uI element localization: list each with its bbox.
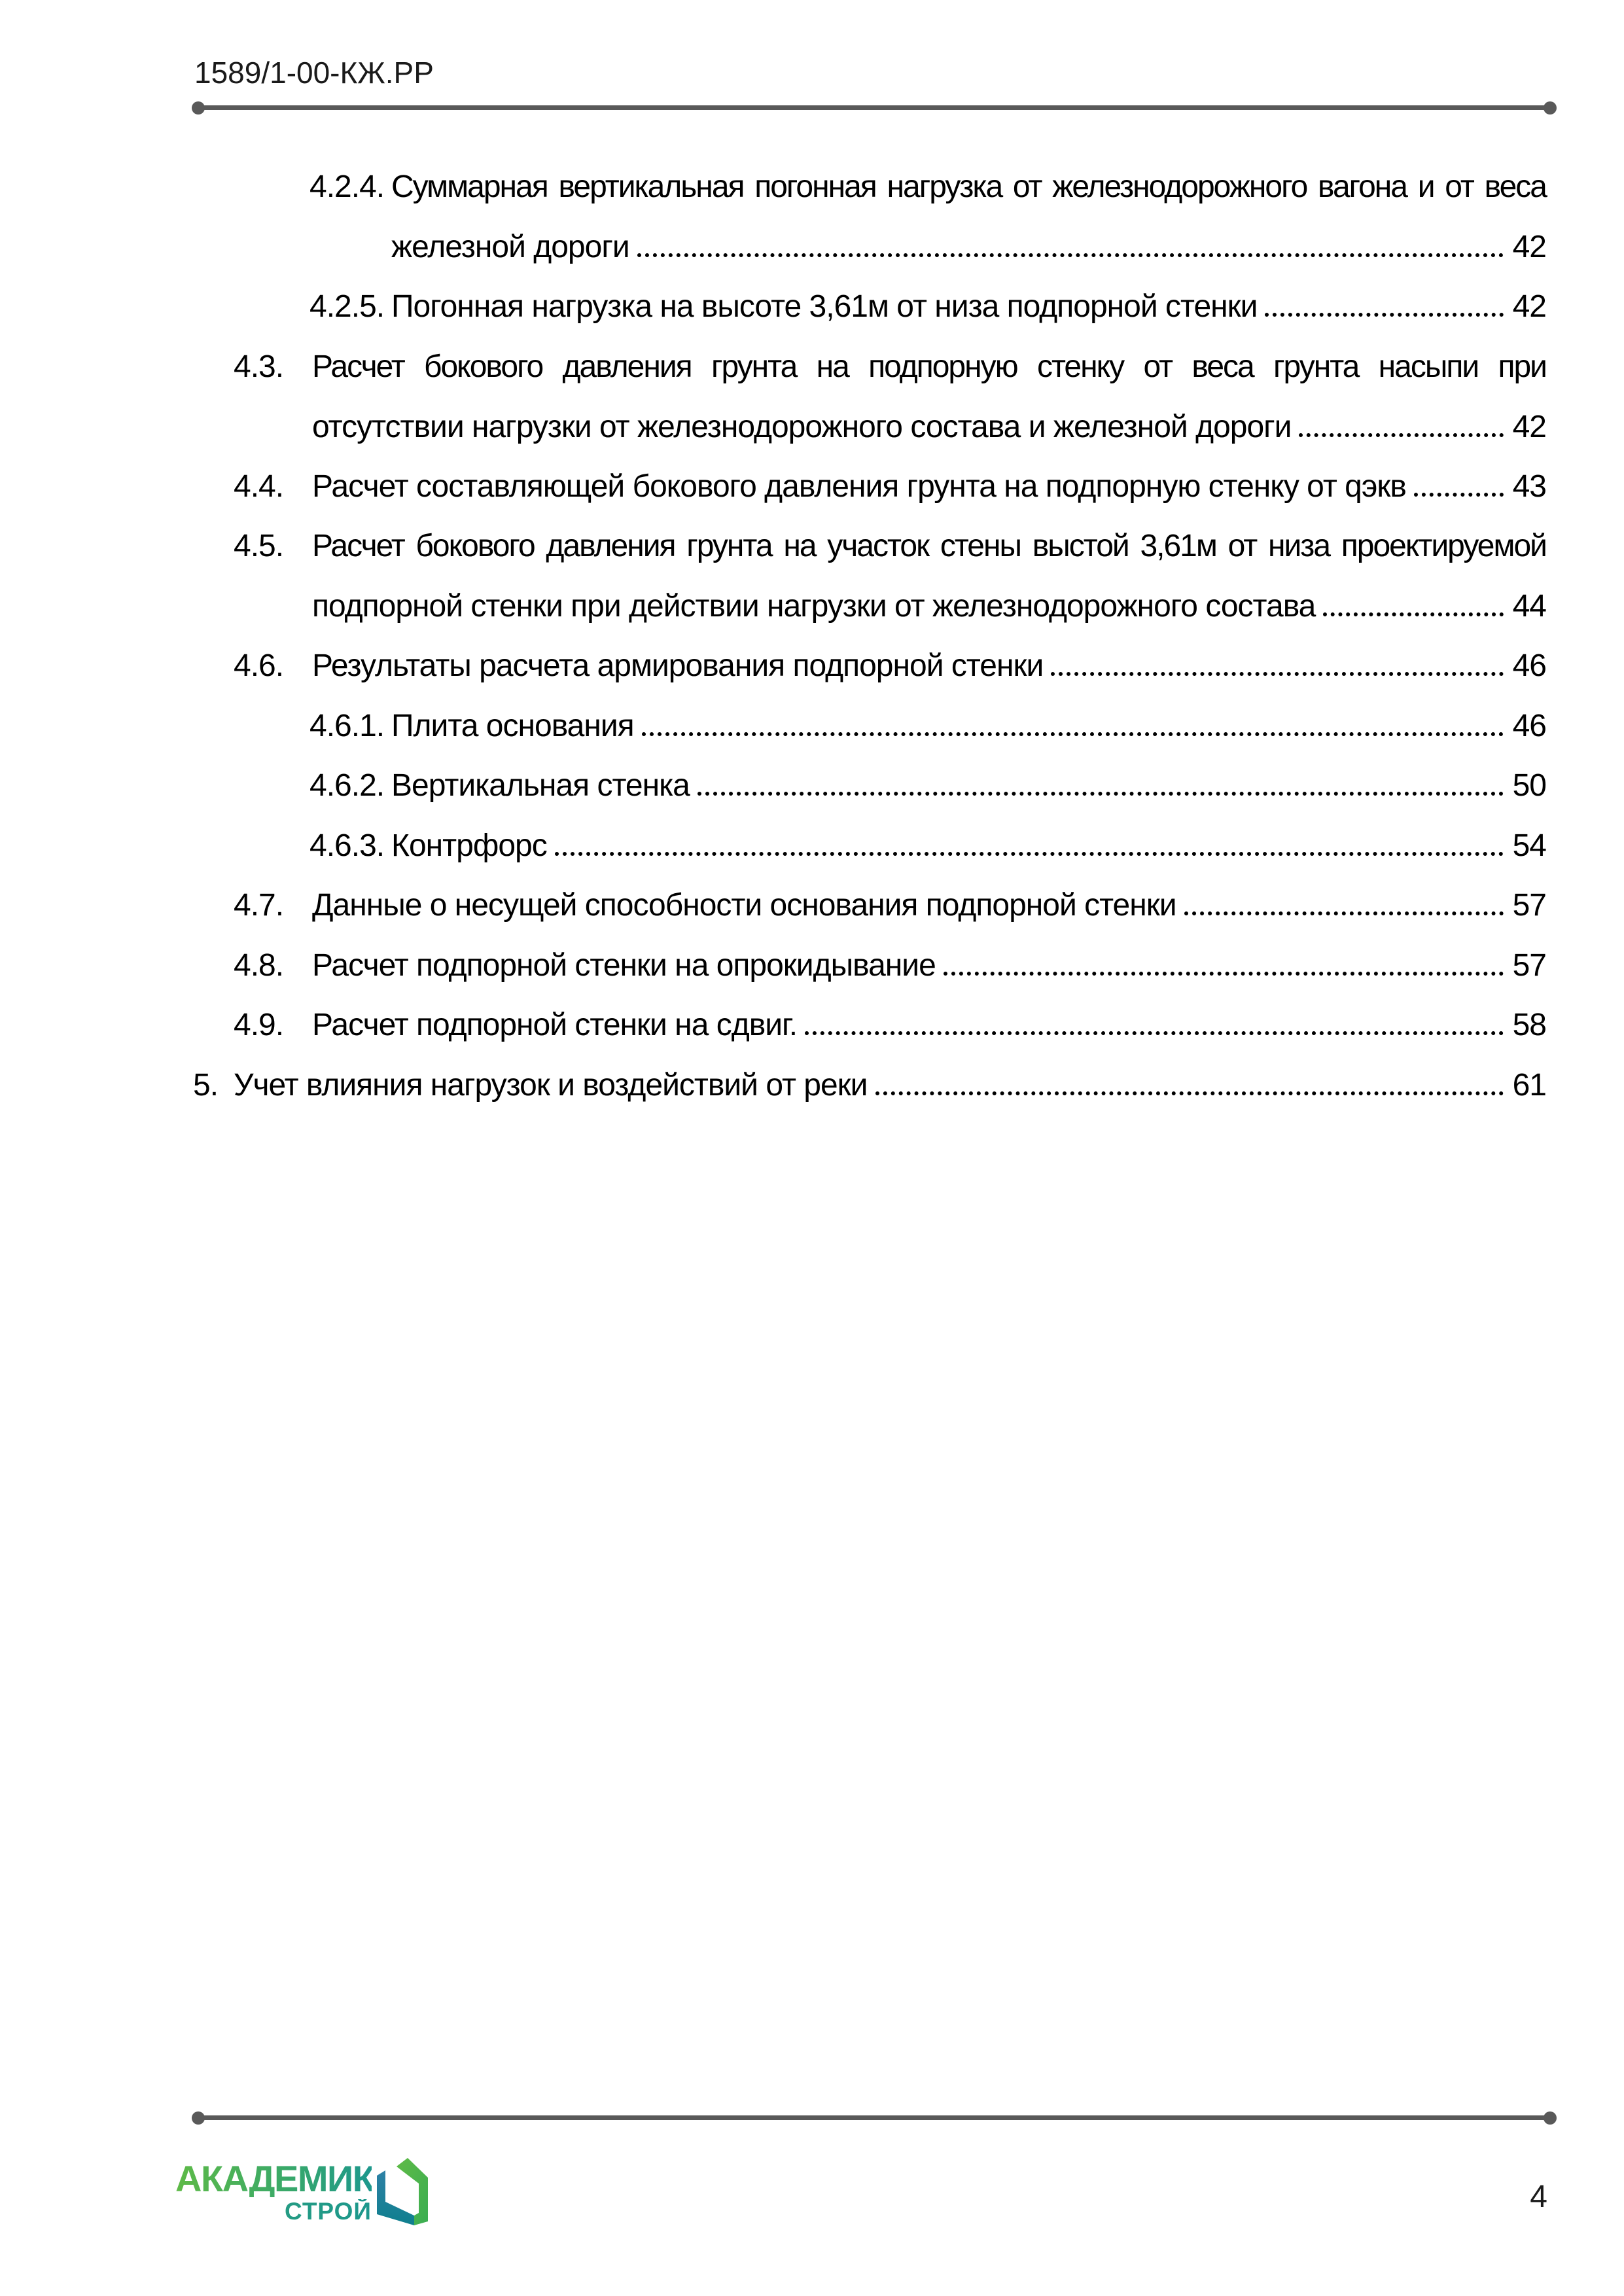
toc-entry-line [234,995,1546,1055]
dot-leader [1184,911,1504,915]
header-rule-left-dot [192,101,205,115]
entry-text: Учет влияния нагрузок и воздействий от реки [234,1068,868,1103]
page-ref: 61 [1512,1068,1546,1103]
page-ref: 50 [1512,768,1546,803]
entry-number: 4.6. [234,648,284,683]
page-ref: 46 [1512,709,1546,743]
entry-number: 5. [193,1068,219,1103]
entry-text: подпорной стенки при действии нагрузки от железнодорожного состава [312,588,1316,624]
entry-text: Данные о несущей способности основания подпорной стенки [312,888,1176,923]
entry-number: 4.6.1. [309,709,385,743]
toc-entry [309,696,1546,756]
logo-subname-text: СТРОЙ [175,2199,372,2223]
dot-leader [1051,672,1503,676]
toc-entry-line [309,816,1546,876]
dot-leader [1414,493,1504,497]
page-ref: 57 [1512,888,1546,923]
toc-entry-line [309,756,1546,816]
toc-entry-second-line [234,397,1546,457]
toc-entry [234,636,1546,696]
toc-entry-second-line [234,576,1546,637]
company-logo [175,2158,374,2225]
footer-rule-right-dot [1544,2111,1557,2125]
document-code: 1589/1-00-КЖ.РР [194,56,434,90]
logo-name-text: АКАДЕМИК [175,2158,374,2199]
toc-entry [309,816,1546,876]
toc-entry-line [193,1055,1546,1116]
entry-number: 4.2.4. [309,169,385,204]
toc-entry [234,995,1546,1055]
toc-entry-line [234,636,1546,696]
toc-entry [234,875,1546,936]
toc-entry-second-line [309,217,1546,277]
entry-number: 4.3. [234,349,284,384]
entry-text: отсутствии нагрузки от железнодорожного состава и железной дороги [312,409,1292,444]
page-ref: 42 [1512,289,1546,324]
entry-text: Расчет бокового давления грунта на участок стены выстой 3,61м от низа проектируемой [312,529,1546,563]
entry-text: Плита основания [391,709,634,743]
page-ref: 54 [1512,828,1546,863]
toc-entry-line [234,936,1546,996]
entry-text: Суммарная вертикальная погонная нагрузка от железнодорожного вагона и от веса [391,169,1546,204]
dot-leader [1299,433,1503,437]
page-ref: 46 [1512,648,1546,683]
entry-text: железной дороги [391,229,629,264]
toc-entry [234,337,1546,457]
page-ref: 44 [1512,588,1546,624]
house-icon [375,2157,430,2231]
page-ref: 43 [1512,469,1546,504]
dot-leader [875,1091,1504,1095]
entry-text: Расчет подпорной стенки на сдвиг. [312,1008,798,1042]
dot-leader [944,972,1504,976]
page-ref: 57 [1512,948,1546,983]
page-ref: 58 [1512,1008,1546,1042]
toc-entry [309,756,1546,816]
toc-entry [234,936,1546,996]
entry-text: Расчет бокового давления грунта на подпорную стенку от веса грунта насыпи при [312,349,1546,384]
entry-number: 4.8. [234,948,284,983]
header-rule-right-dot [1544,101,1557,115]
dot-leader [1323,612,1503,616]
toc-entry [193,1055,1546,1116]
entry-text: Контрфорс [391,828,547,863]
entry-number: 4.2.5. [309,289,385,324]
entry-number: 4.4. [234,469,284,504]
entry-number: 4.5. [234,529,284,563]
dot-leader [805,1031,1504,1035]
page-ref: 42 [1512,229,1546,264]
footer-rule-left-dot [192,2111,205,2125]
dot-leader [1265,313,1503,317]
toc-entry [234,457,1546,517]
toc-entry-line [309,277,1546,337]
toc-entry-line [309,696,1546,756]
entry-text: Расчет подпорной стенки на опрокидывание [312,948,936,983]
dot-leader [555,852,1504,856]
dot-leader [637,253,1504,257]
toc-entry [234,516,1546,636]
footer-rule [198,2115,1551,2120]
entry-number: 4.7. [234,888,284,923]
toc-entry-line [234,875,1546,936]
entry-text: Вертикальная стенка [391,768,690,803]
page-ref: 42 [1512,409,1546,444]
entry-text: Погонная нагрузка на высоте 3,61м от низа подпорной стенки [391,289,1258,324]
toc-entry-line [234,457,1546,517]
toc-entry-first-line [234,337,1546,397]
toc-entry-first-line [309,157,1546,217]
entry-number: 4.9. [234,1008,284,1042]
entry-text: Расчет составляющей бокового давления грунта на подпорную стенку от qэкв [312,469,1406,504]
toc-entry-first-line [234,516,1546,576]
page-number: 4 [1530,2180,1547,2214]
dot-leader [697,792,1504,796]
entry-text: Результаты расчета армирования подпорной стенки [312,648,1044,683]
toc-entry [309,277,1546,337]
dot-leader [642,732,1504,736]
entry-number: 4.6.2. [309,768,385,803]
entry-number: 4.6.3. [309,828,385,863]
toc-entry [309,157,1546,277]
header-rule [198,105,1551,110]
